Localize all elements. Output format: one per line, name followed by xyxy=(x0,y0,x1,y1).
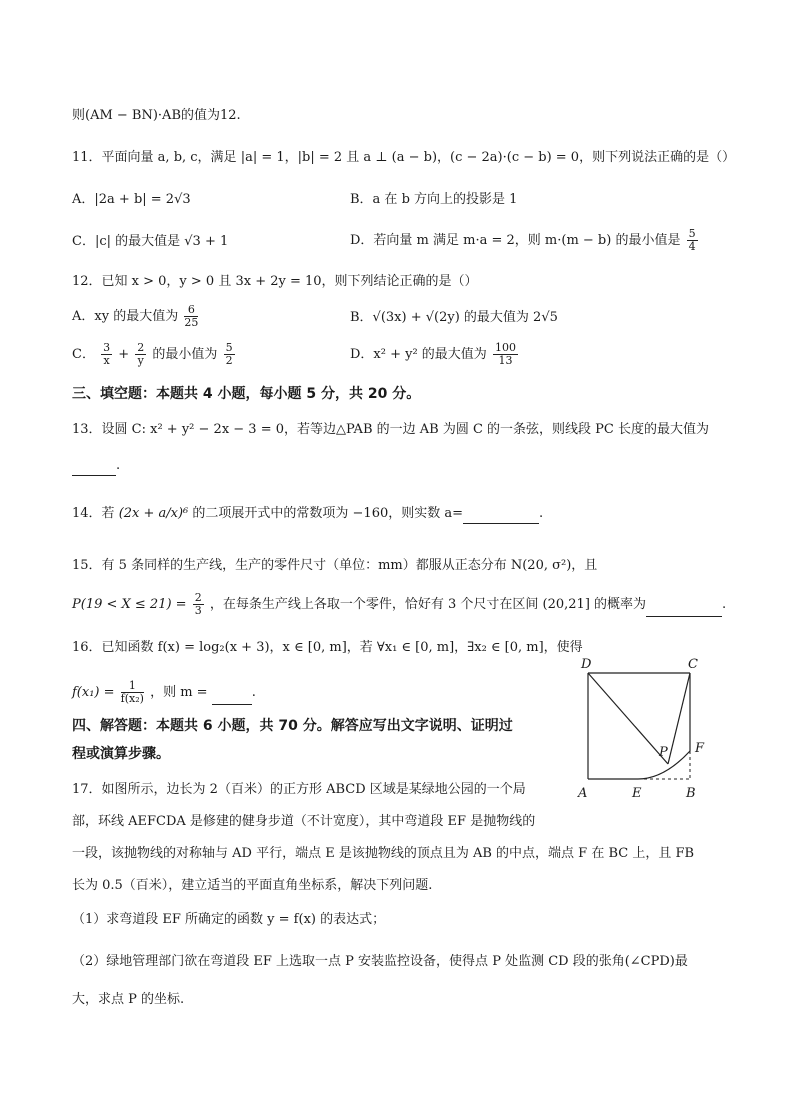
fraction-denominator: 3 xyxy=(194,604,202,617)
period: . xyxy=(722,597,727,612)
question-11: 11．平面向量 a, b, c，满足 |a| = 1，|b| = 2 且 a ⊥ (a − b)，(c − 2a)·(c − b) = 0，则下列说法正确的是（） xyxy=(72,150,736,165)
fraction-numerator: 100 xyxy=(494,341,516,354)
q11-option-c: C．|c| 的最大值是 √3 + 1 xyxy=(72,234,229,249)
question-13: 13．设圆 C: x² + y² − 2x − 3 = 0，若等边△PAB 的一边 AB 为圆 C 的一条弦，则线段 PC 长度的最大值为 xyxy=(72,422,710,437)
segment-cp xyxy=(668,673,690,764)
q12-option-c xyxy=(72,342,237,367)
plus-sign: + xyxy=(118,347,130,362)
q15-fraction xyxy=(193,592,204,617)
q14-text: 的二项展开式中的常数项为 −160，则实数 a= xyxy=(192,506,464,521)
fraction-denominator: 2 xyxy=(225,354,233,367)
square-park-figure xyxy=(572,655,720,805)
label-f: F xyxy=(695,741,705,756)
question-17-line-1: 17．如图所示，边长为 2（百米）的正方形 ABCD 区域是某绿地公园的一个局 xyxy=(72,782,526,797)
question-17-line-4: 长为 0.5（百米），建立适当的平面直角坐标系，解决下列问题. xyxy=(72,878,433,893)
period: . xyxy=(251,685,256,700)
fraction-denominator: 13 xyxy=(498,354,513,367)
q16-text: ，则 m = xyxy=(150,685,208,700)
q12-option-b: B．√(3x) + √(2y) 的最大值为 2√5 xyxy=(350,310,558,325)
fraction-denominator: 25 xyxy=(184,316,199,329)
fraction-numerator: 6 xyxy=(184,304,198,317)
fraction-numerator: 5 xyxy=(688,227,696,240)
label-a: A xyxy=(578,786,588,801)
question-17-line-2: 部，环线 AEFCDA 是修建的健身步道（不计宽度），其中弯道段 EF 是抛物线的 xyxy=(72,814,536,829)
q11-option-b: B．a 在 b 方向上的投影是 1 xyxy=(350,192,518,207)
q12-option-a-fraction xyxy=(184,304,198,329)
question-16: 16．已知函数 f(x) = log₂(x + 3)，x ∈ [0, m]，若 ∀x₁ ∈ [0, m]，∃x₂ ∈ [0, m]，使得 xyxy=(72,640,583,655)
label-p: P xyxy=(659,745,668,760)
answer-blank[interactable] xyxy=(646,602,722,617)
fraction-denominator: y xyxy=(137,354,144,367)
q11-option-d-text: D．若向量 m 满足 m·a = 2，则 m·(m − b) 的最小值是 xyxy=(350,233,681,248)
q15-probability: P(19 < X ≤ 21) = xyxy=(72,597,187,612)
question-17-part-1: （1）求弯道段 EF 所确定的函数 y = f(x) 的表达式； xyxy=(72,912,386,927)
section-3-heading: 三、填空题：本题共 4 小题，每小题 5 分，共 20 分。 xyxy=(72,386,421,402)
fraction-denominator: x xyxy=(103,354,110,367)
q11-option-d-fraction xyxy=(687,228,698,253)
q16-equation: f(x₁) = xyxy=(72,685,115,700)
question-17-part-2-line-1: （2）绿地管理部门欲在弯道段 EF 上选取一点 P 安装监控设备，使得点 P 处监测 CD 段的张角(∠CPD)最 xyxy=(72,954,688,969)
question-15-cont xyxy=(72,592,730,617)
period: . xyxy=(539,506,544,521)
q11-option-a: A．|2a + b| = 2√3 xyxy=(72,192,191,207)
q12-option-a xyxy=(72,304,200,329)
q12-option-c-fraction-1 xyxy=(101,342,112,367)
label-d: D xyxy=(581,657,592,672)
q14-label: 14．若 xyxy=(72,506,115,521)
label-b: B xyxy=(686,786,696,801)
q11-option-d xyxy=(350,228,700,253)
answer-blank[interactable] xyxy=(212,690,252,705)
question-12: 12．已知 x > 0，y > 0 且 3x + 2y = 10，则下列结论正确的是（） xyxy=(72,274,478,289)
section-4-heading-line-2: 程或演算步骤。 xyxy=(72,746,170,762)
question-14 xyxy=(72,504,730,524)
fraction-numerator: 1 xyxy=(121,680,144,693)
q12-option-a-text: A．xy 的最大值为 xyxy=(72,309,179,324)
segment-dp xyxy=(588,673,668,764)
prev-answer-line: 则(AM − BN)·AB的值为12. xyxy=(72,108,241,123)
period: . xyxy=(116,458,121,473)
answer-blank[interactable] xyxy=(463,509,539,524)
q14-expression: (2x + a/x)⁶ xyxy=(118,506,189,521)
label-c: C xyxy=(688,657,698,672)
q12-option-d xyxy=(350,342,520,367)
fraction-denominator: f(x₂) xyxy=(120,692,144,705)
q12-option-c-fraction-3 xyxy=(224,342,235,367)
question-17-line-3: 一段，该抛物线的对称轴与 AD 平行，端点 E 是该抛物线的顶点且为 AB 的中点，端点 F 在 BC 上，且 FB xyxy=(72,846,695,861)
q12-option-d-text: D．x² + y² 的最大值为 xyxy=(350,347,487,362)
fraction-numerator: 2 xyxy=(137,341,145,354)
question-13-answer xyxy=(72,456,730,476)
fraction-denominator: 4 xyxy=(688,240,696,253)
q12-option-d-fraction xyxy=(493,342,518,367)
q12-option-c-label: C． xyxy=(72,347,95,362)
question-17-part-2-line-2: 大，求点 P 的坐标. xyxy=(72,992,185,1007)
q12-option-c-text: 的最小值为 xyxy=(152,347,218,362)
fraction-numerator: 5 xyxy=(225,341,233,354)
q12-option-c-fraction-2 xyxy=(135,342,146,367)
fraction-numerator: 2 xyxy=(194,591,202,604)
q16-fraction xyxy=(121,680,144,705)
question-15: 15．有 5 条同样的生产线，生产的零件尺寸（单位：mm）都服从正态分布 N(20, σ²)，且 xyxy=(72,558,598,573)
fraction-numerator: 3 xyxy=(103,341,111,354)
q15-text: ，在每条生产线上各取一个零件，恰好有 3 个尺寸在区间 (20,21] 的概率为 xyxy=(209,597,647,612)
answer-blank[interactable] xyxy=(72,461,116,476)
label-e: E xyxy=(632,786,642,801)
section-4-heading-line-1: 四、解答题：本题共 6 小题，共 70 分。解答应写出文字说明、证明过 xyxy=(72,718,513,734)
